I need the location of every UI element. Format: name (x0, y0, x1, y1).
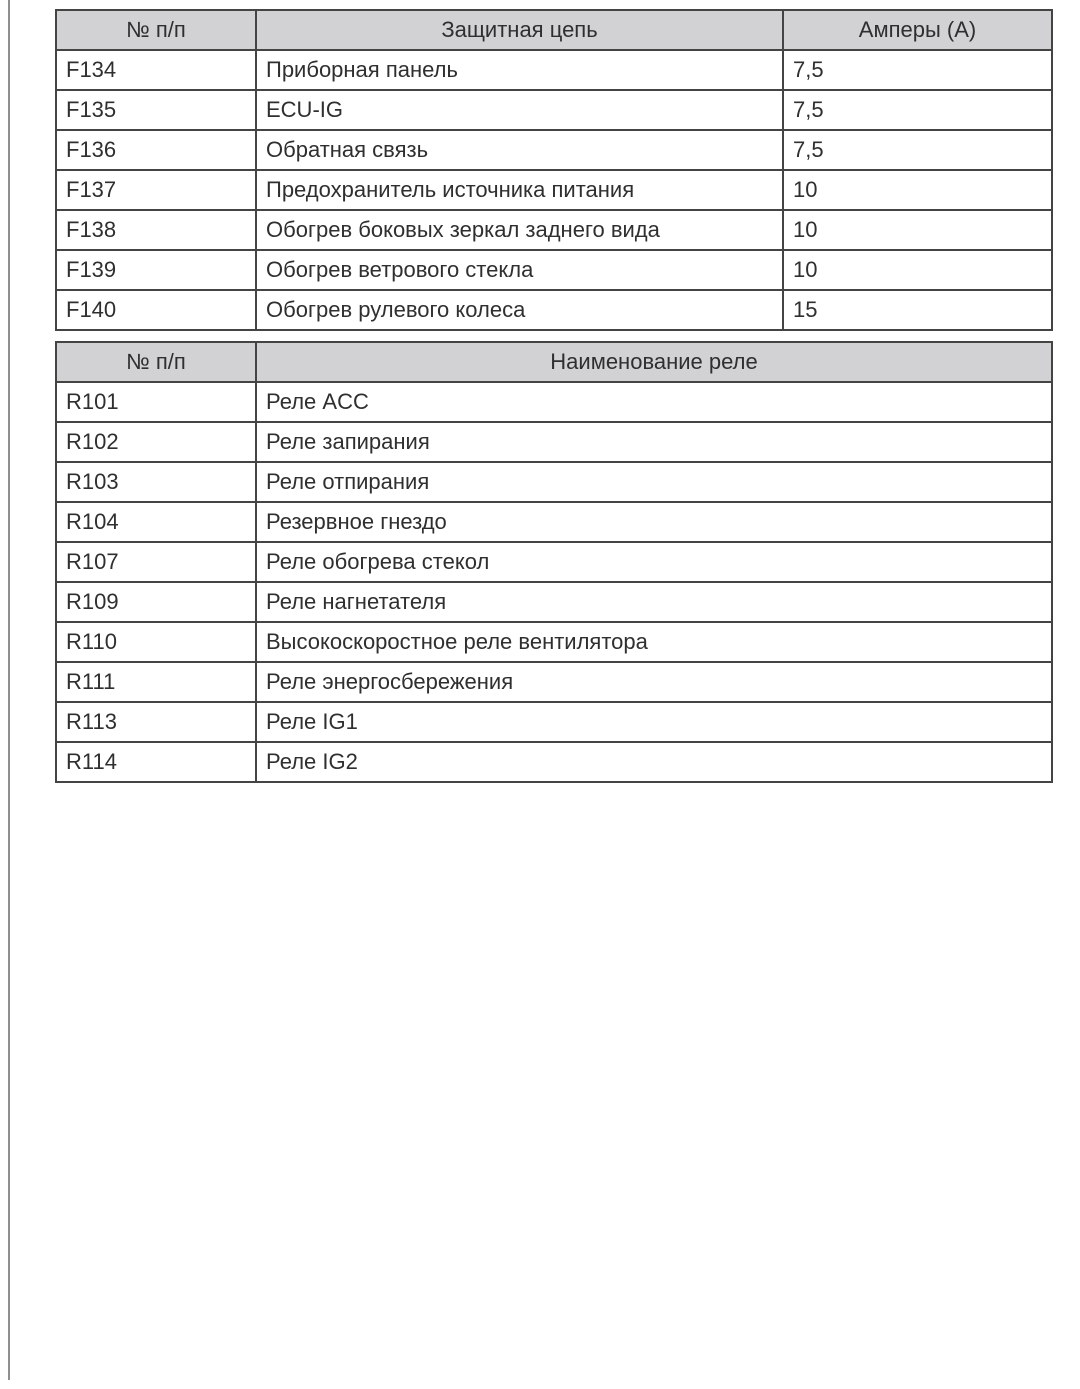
fuse-number-cell: F135 (56, 90, 256, 130)
fuse-amps-cell: 10 (783, 250, 1052, 290)
fuse-circuit-cell: Обогрев боковых зеркал заднего вида (256, 210, 783, 250)
relay-number-cell: R114 (56, 742, 256, 782)
fuse-circuit-cell: Предохранитель источника питания (256, 170, 783, 210)
relay-name-cell: Реле ACC (256, 382, 1052, 422)
relay-number-cell: R103 (56, 462, 256, 502)
table-row (56, 130, 1052, 170)
table-row (56, 210, 1052, 250)
table-row (56, 662, 1052, 702)
fuse-number-cell: F139 (56, 250, 256, 290)
table-row (56, 702, 1052, 742)
relay-name-cell: Реле обогрева стекол (256, 542, 1052, 582)
fuse-amps-cell: 7,5 (783, 130, 1052, 170)
fuse-amps-cell: 7,5 (783, 50, 1052, 90)
fuse-header-amps: Амперы (А) (783, 10, 1052, 50)
fuse-table (55, 9, 1053, 331)
relay-name-cell: Реле запирания (256, 422, 1052, 462)
page-left-rule (8, 0, 10, 1380)
relay-number-cell: R111 (56, 662, 256, 702)
fuse-header-circuit: Защитная цепь (256, 10, 783, 50)
fuse-amps-cell: 15 (783, 290, 1052, 330)
fuse-header-number: № п/п (56, 10, 256, 50)
table-row (56, 170, 1052, 210)
table-row (56, 290, 1052, 330)
relay-number-cell: R102 (56, 422, 256, 462)
fuse-table-header-row (56, 10, 1052, 50)
relay-name-cell: Реле отпирания (256, 462, 1052, 502)
relay-table-header-row (56, 342, 1052, 382)
table-row (56, 422, 1052, 462)
relay-name-cell: Резервное гнездо (256, 502, 1052, 542)
fuse-number-cell: F140 (56, 290, 256, 330)
relay-header-name: Наименование реле (256, 342, 1052, 382)
relay-number-cell: R107 (56, 542, 256, 582)
fuse-amps-cell: 10 (783, 170, 1052, 210)
table-row (56, 382, 1052, 422)
relay-number-cell: R110 (56, 622, 256, 662)
table-row (56, 462, 1052, 502)
table-row (56, 250, 1052, 290)
document-page (55, 9, 1051, 783)
fuse-amps-cell: 10 (783, 210, 1052, 250)
relay-number-cell: R101 (56, 382, 256, 422)
table-row (56, 582, 1052, 622)
table-row (56, 502, 1052, 542)
fuse-circuit-cell: ECU-IG (256, 90, 783, 130)
fuse-circuit-cell: Обогрев рулевого колеса (256, 290, 783, 330)
relay-number-cell: R109 (56, 582, 256, 622)
fuse-number-cell: F137 (56, 170, 256, 210)
relay-name-cell: Реле IG2 (256, 742, 1052, 782)
relay-table (55, 341, 1053, 783)
fuse-circuit-cell: Обратная связь (256, 130, 783, 170)
fuse-number-cell: F136 (56, 130, 256, 170)
fuse-amps-cell: 7,5 (783, 90, 1052, 130)
fuse-circuit-cell: Обогрев ветрового стекла (256, 250, 783, 290)
table-row (56, 50, 1052, 90)
table-row (56, 622, 1052, 662)
relay-name-cell: Реле IG1 (256, 702, 1052, 742)
relay-header-number: № п/п (56, 342, 256, 382)
table-row (56, 742, 1052, 782)
relay-number-cell: R104 (56, 502, 256, 542)
relay-number-cell: R113 (56, 702, 256, 742)
table-row (56, 542, 1052, 582)
fuse-number-cell: F134 (56, 50, 256, 90)
relay-name-cell: Реле энергосбережения (256, 662, 1052, 702)
relay-name-cell: Реле нагнетателя (256, 582, 1052, 622)
fuse-number-cell: F138 (56, 210, 256, 250)
fuse-circuit-cell: Приборная панель (256, 50, 783, 90)
relay-name-cell: Высокоскоростное реле вентилятора (256, 622, 1052, 662)
table-row (56, 90, 1052, 130)
